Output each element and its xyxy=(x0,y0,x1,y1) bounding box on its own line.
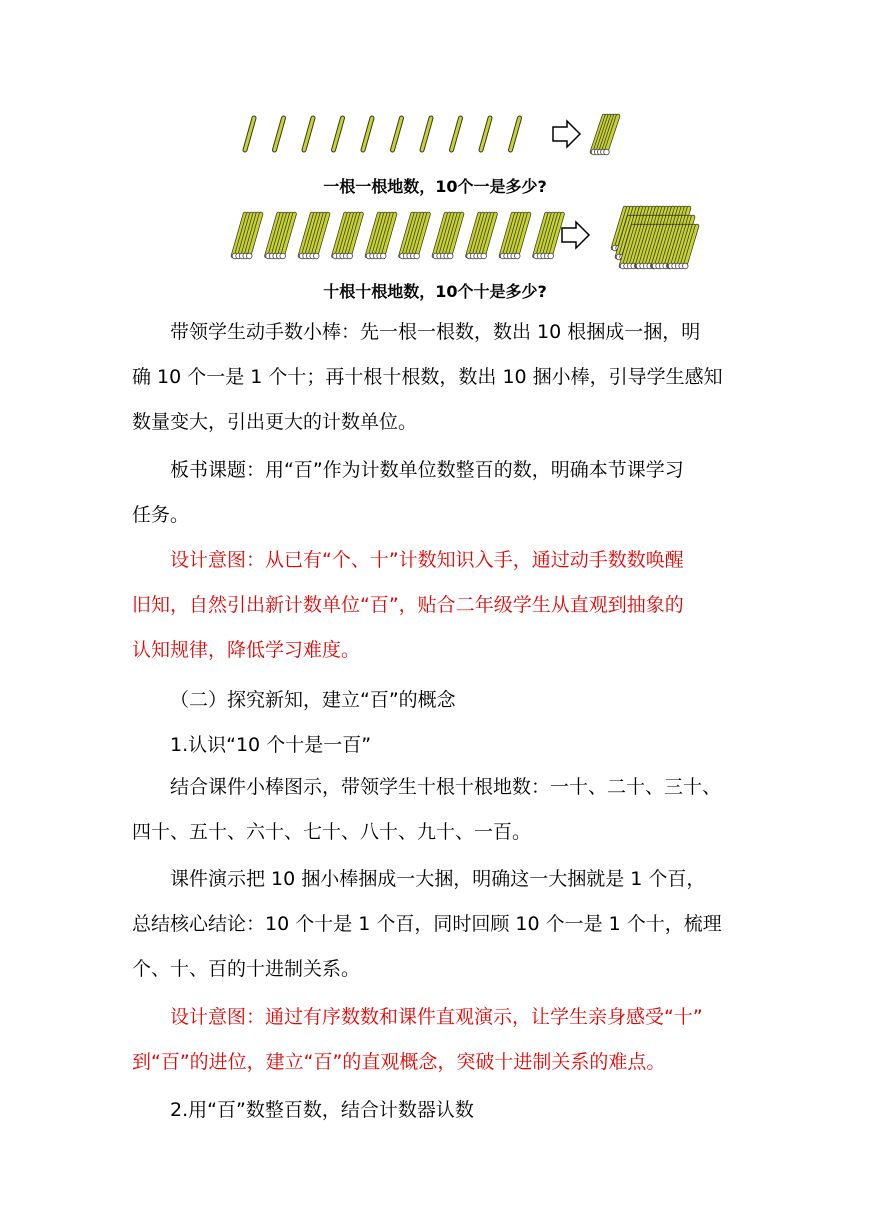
stick-bundle xyxy=(400,214,429,259)
stick-bundle xyxy=(591,116,618,155)
big-bundle xyxy=(612,208,697,269)
paragraph-demo-bundle: 课件演示把 10 捆小棒捆成一大捆，明确这一大捆就是 1 个百， 总结核心结论：10 个十是 1 个百，同时回顾 10 个一是 1 个十，梳理 个、十、百的十进制关系。 xyxy=(132,868,722,980)
stick-bundle xyxy=(299,214,328,259)
stick-bundle xyxy=(500,214,529,259)
section-heading-explore: （二）探究新知，建立“百”的概念 xyxy=(170,689,456,711)
single-stick xyxy=(334,118,343,150)
big-bundle-group xyxy=(612,208,697,269)
subsection-heading-2: 2.用“百”数整百数，结合计数器认数 xyxy=(170,1099,474,1121)
single-stick xyxy=(481,118,490,150)
stick-bundle xyxy=(266,214,295,259)
single-stick xyxy=(393,118,402,150)
single-stick xyxy=(422,118,431,150)
single-stick xyxy=(275,118,284,150)
paragraph-board-title: 板书课题：用“百”作为计数单位数整百的数，明确本节课学习 任务。 xyxy=(132,459,684,526)
paragraph-design-intent-2: 设计意图：通过有序数数和课件直观演示，让学生亲身感受“十” 到“百”的进位，建立“百”的直观概念，突破十进制关系的难点。 xyxy=(132,1006,703,1073)
stick-bundle xyxy=(333,214,362,259)
single-stick xyxy=(511,118,520,150)
subsection-heading-1: 1.认识“10 个十是一百” xyxy=(170,734,372,756)
stick-bundle xyxy=(534,214,563,259)
figure-caption-2: 十根十根地数，10个十是多少? xyxy=(323,282,547,301)
stick-bundle xyxy=(232,214,261,259)
single-stick xyxy=(363,118,372,150)
figure-caption-1: 一根一根地数，10个一是多少? xyxy=(323,177,547,196)
single-sticks-figure xyxy=(0,110,870,160)
stick-bundle xyxy=(366,214,395,259)
arrow-right-icon xyxy=(553,121,580,147)
single-stick xyxy=(245,118,254,150)
arrow-right-icon xyxy=(562,222,589,248)
paragraph-counting-sticks: 带领学生动手数小棒：先一根一根数，数出 10 根捆成一捆，明 确 10 个一是 1 个十；再十根十根数，数出 10 捆小棒，引导学生感知 数量变大，引出更大的计数单位。 xyxy=(132,321,723,433)
paragraph-design-intent-1: 设计意图：从已有“个、十”计数知识入手，通过动手数数唤醒 旧知，自然引出新计数单位“百”，贴合二年级学生从直观到抽象的 认知规律，降低学习难度。 xyxy=(132,549,684,661)
bundles-figure xyxy=(0,198,870,273)
single-stick xyxy=(452,118,461,150)
stick-bundle xyxy=(433,214,462,259)
single-stick xyxy=(304,118,313,150)
paragraph-count-by-tens: 结合课件小棒图示，带领学生十根十根地数：一十、二十、三十、 四十、五十、六十、七十、八十、九十、一百。 xyxy=(132,776,722,843)
stick-bundle-single xyxy=(591,116,618,155)
stick-bundle xyxy=(467,214,496,259)
